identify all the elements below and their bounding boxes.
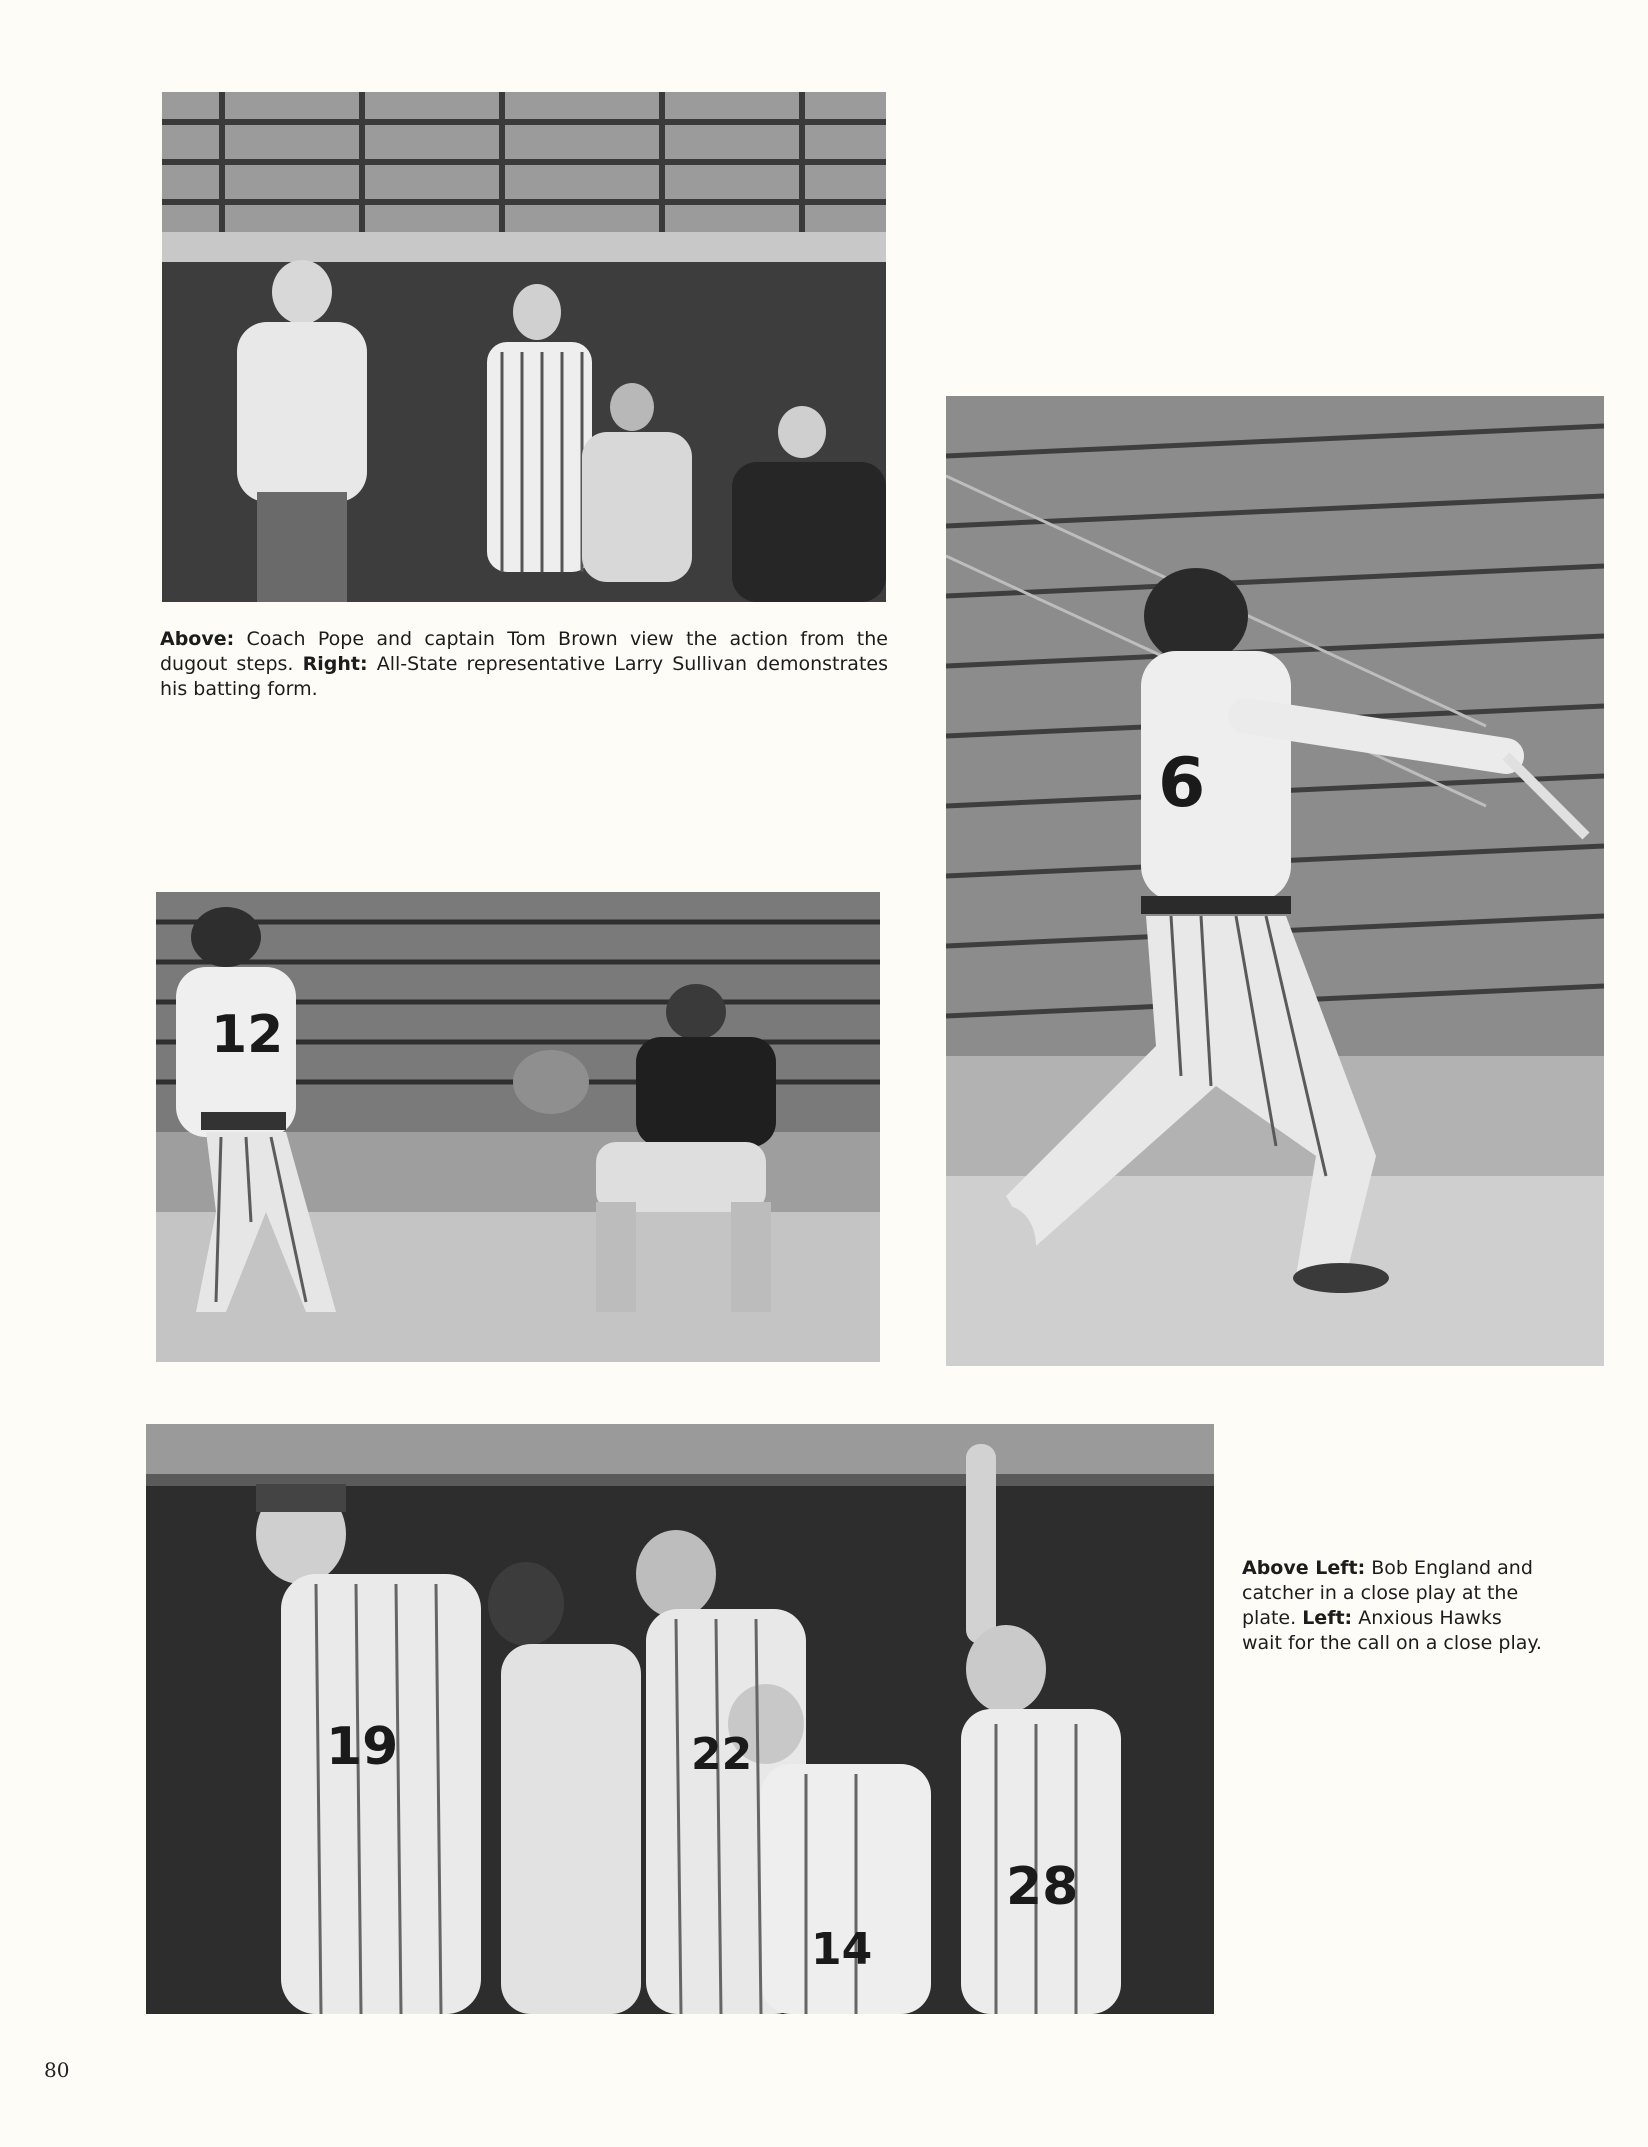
dugout-jersey-number-b: 22: [691, 1729, 753, 1780]
photo-anxious-hawks: [146, 1424, 1214, 2014]
page-number: 80: [44, 2058, 70, 2082]
photo-dugout-steps: [162, 92, 886, 602]
caption-top-label-above: Above:: [160, 628, 235, 650]
photo-batter: [946, 396, 1604, 1366]
photo-batter-art: [946, 396, 1604, 1366]
caption-top: [160, 627, 888, 702]
caption-top-text-right: All-State representative Larry Sullivan demonstrates his batting form.: [160, 653, 888, 700]
photo-play-at-plate: [156, 892, 880, 1362]
caption-right-text-above-left: Bob England and catcher in a close play at the plate.: [1242, 1557, 1533, 1629]
runner-jersey-number: 12: [211, 1005, 284, 1065]
batter-jersey-number: 6: [1158, 744, 1206, 823]
photo-dugout-steps-art: [162, 92, 886, 602]
dugout-jersey-number-d: 28: [1006, 1857, 1079, 1917]
caption-right-label-above-left: Above Left:: [1242, 1557, 1366, 1579]
dugout-jersey-number-a: 19: [326, 1717, 399, 1777]
caption-right-text-left: Anxious Hawks wait for the call on a close play.: [1242, 1607, 1542, 1654]
caption-top-text-above: Coach Pope and captain Tom Brown view the action from the dugout steps.: [160, 628, 888, 675]
caption-right: [1242, 1556, 1542, 1656]
caption-top-label-right: Right:: [302, 653, 368, 675]
photo-anxious-hawks-art: [146, 1424, 1214, 2014]
photo-play-at-plate-art: [156, 892, 880, 1362]
dugout-jersey-number-c: 14: [811, 1924, 873, 1975]
caption-right-label-left: Left:: [1302, 1607, 1353, 1629]
